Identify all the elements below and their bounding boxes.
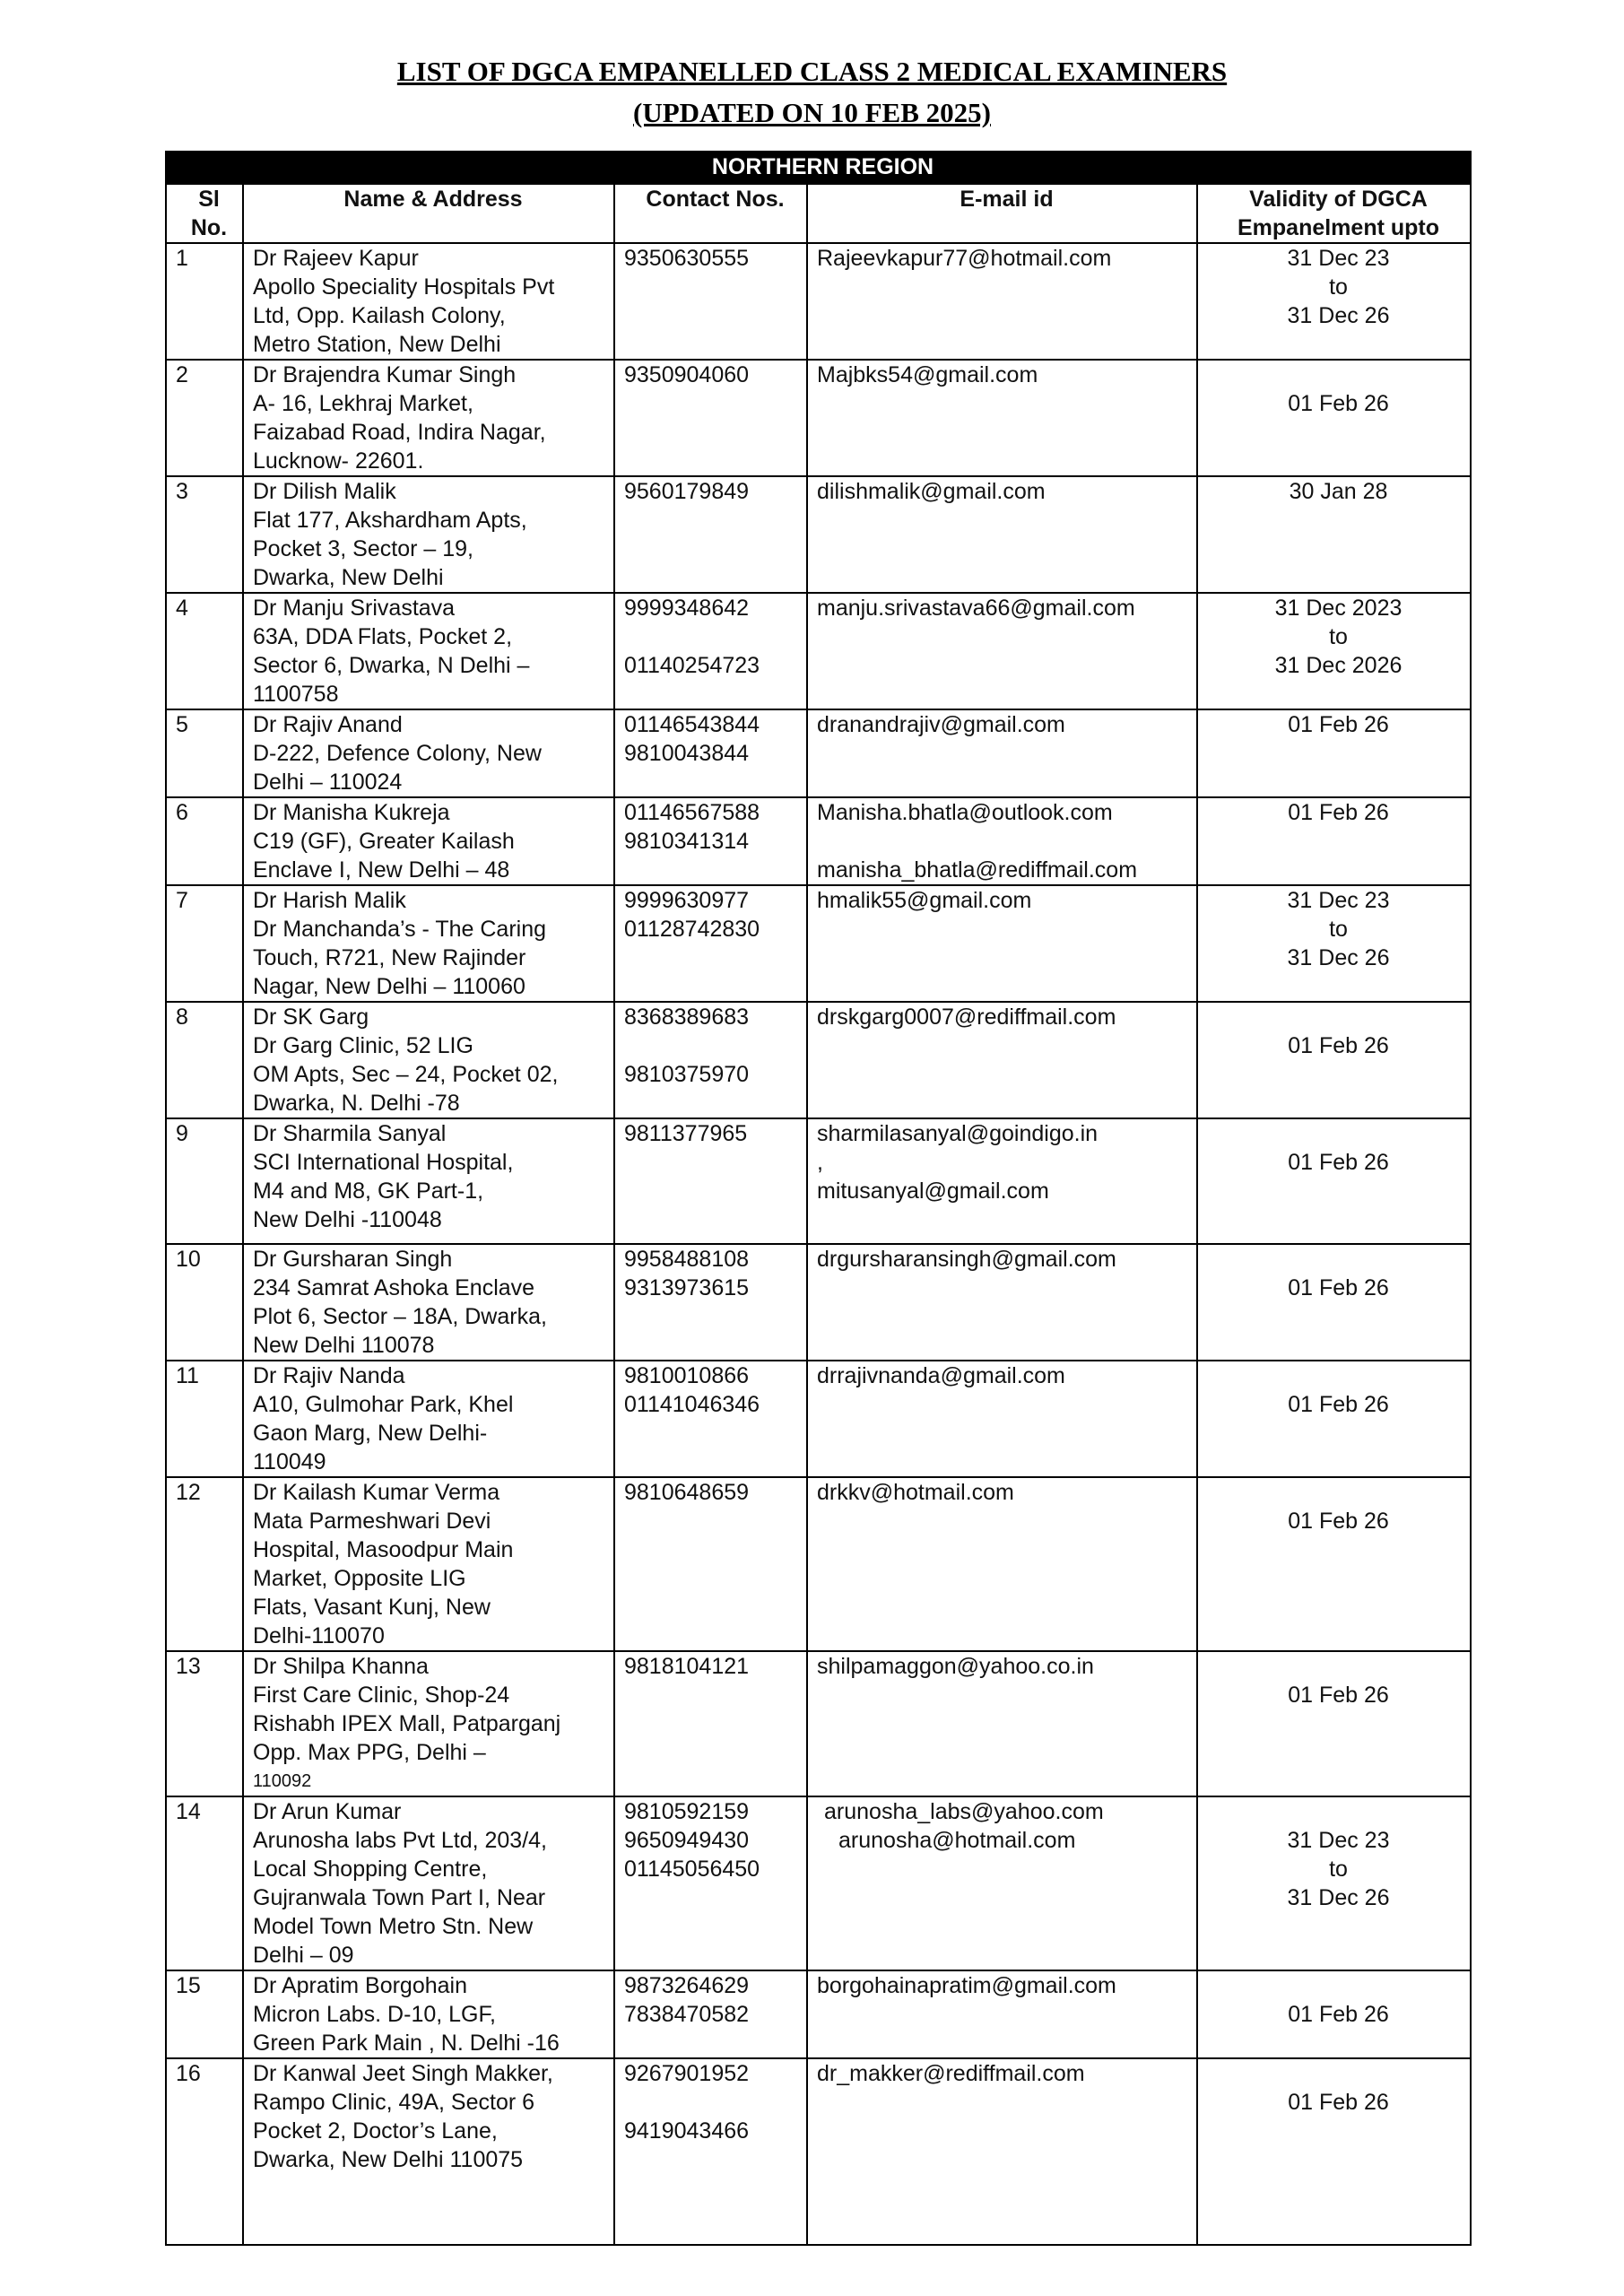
row-number: 13 <box>166 1651 243 1796</box>
contact-numbers: 01146543844 9810043844 <box>614 709 807 797</box>
contact-numbers: 9560179849 <box>614 476 807 593</box>
table-row <box>166 360 1471 476</box>
contact-numbers: 9999630977 01128742830 <box>614 885 807 1002</box>
email-ids: drrajivnanda@gmail.com <box>807 1361 1197 1477</box>
table-row <box>166 1244 1471 1361</box>
validity: 01 Feb 26 <box>1197 360 1471 476</box>
name-address: Dr Kailash Kumar Verma Mata Parmeshwari Devi Hospital, Masoodpur Main Market, Opposite LIG Flats, Vasant Kunj, New Delhi-110070 <box>243 1477 614 1651</box>
table-row <box>166 885 1471 1002</box>
row-number: 14 <box>166 1796 243 1970</box>
row-number: 15 <box>166 1970 243 2058</box>
validity: 30 Jan 28 <box>1197 476 1471 593</box>
row-number: 2 <box>166 360 243 476</box>
table-row <box>166 1796 1471 1970</box>
contact-numbers: 9350630555 <box>614 243 807 360</box>
email-ids: dr_makker@rediffmail.com <box>807 2058 1197 2245</box>
contact-numbers: 9810010866 01141046346 <box>614 1361 807 1477</box>
validity: 31 Dec 23 to 31 Dec 26 <box>1197 1796 1471 1970</box>
table-row <box>166 593 1471 709</box>
email-ids: borgohainapratim@gmail.com <box>807 1970 1197 2058</box>
name-address: Dr Apratim Borgohain Micron Labs. D-10, LGF, Green Park Main , N. Delhi -16 <box>243 1970 614 2058</box>
table-row <box>166 1970 1471 2058</box>
table-row <box>166 1361 1471 1477</box>
document-subtitle: (UPDATED ON 10 FEB 2025) <box>633 97 991 128</box>
table-row <box>166 797 1471 885</box>
column-header-sl: Sl No. <box>166 184 243 243</box>
table-row <box>166 1651 1471 1796</box>
table-row <box>166 243 1471 360</box>
validity: 01 Feb 26 <box>1197 1477 1471 1651</box>
name-address: Dr Dilish Malik Flat 177, Akshardham Apts, Pocket 3, Sector – 19, Dwarka, New Delhi <box>243 476 614 593</box>
email-ids: Manisha.bhatla@outlook.com manisha_bhatla@rediffmail.com <box>807 797 1197 885</box>
column-header-email: E-mail id <box>807 184 1197 243</box>
row-number: 12 <box>166 1477 243 1651</box>
email-ids: Majbks54@gmail.com <box>807 360 1197 476</box>
email-ids: sharmilasanyal@goindigo.in , mitusanyal@gmail.com <box>807 1118 1197 1244</box>
table-row <box>166 1002 1471 1118</box>
contact-numbers: 9267901952 9419043466 <box>614 2058 807 2245</box>
row-number: 1 <box>166 243 243 360</box>
email-ids: arunosha_labs@yahoo.com arunosha@hotmail.com <box>807 1796 1197 1970</box>
table-row <box>166 1477 1471 1651</box>
email-ids: drgursharansingh@gmail.com <box>807 1244 1197 1361</box>
validity: 01 Feb 26 <box>1197 709 1471 797</box>
row-number: 6 <box>166 797 243 885</box>
email-ids: shilpamaggon@yahoo.co.in <box>807 1651 1197 1796</box>
row-number: 11 <box>166 1361 243 1477</box>
validity: 01 Feb 26 <box>1197 1651 1471 1796</box>
validity: 01 Feb 26 <box>1197 1118 1471 1244</box>
table-row <box>166 1118 1471 1244</box>
validity: 01 Feb 26 <box>1197 1361 1471 1477</box>
name-address: Dr Kanwal Jeet Singh Makker, Rampo Clinic, 49A, Sector 6 Pocket 2, Doctor’s Lane, Dwarka, New Delhi 110075 <box>243 2058 614 2245</box>
email-ids: Rajeevkapur77@hotmail.com <box>807 243 1197 360</box>
examiners-table <box>165 151 1472 2246</box>
contact-numbers: 8368389683 9810375970 <box>614 1002 807 1118</box>
email-ids: manju.srivastava66@gmail.com <box>807 593 1197 709</box>
name-address: Dr Rajeev Kapur Apollo Speciality Hospitals Pvt Ltd, Opp. Kailash Colony, Metro Station, New Delhi <box>243 243 614 360</box>
validity: 31 Dec 23 to 31 Dec 26 <box>1197 885 1471 1002</box>
contact-numbers: 9810592159 9650949430 01145056450 <box>614 1796 807 1970</box>
name-address: Dr Shilpa Khanna First Care Clinic, Shop-24 Rishabh IPEX Mall, Patparganj Opp. Max PPG, Delhi – 110092 <box>243 1651 614 1796</box>
row-number: 16 <box>166 2058 243 2245</box>
name-address: Dr Rajiv Nanda A10, Gulmohar Park, Khel Gaon Marg, New Delhi- 110049 <box>243 1361 614 1477</box>
validity: 01 Feb 26 <box>1197 1002 1471 1118</box>
name-address: Dr Harish Malik Dr Manchanda’s - The Caring Touch, R721, New Rajinder Nagar, New Delhi – 110060 <box>243 885 614 1002</box>
validity: 01 Feb 26 <box>1197 1244 1471 1361</box>
row-number: 5 <box>166 709 243 797</box>
name-address: Dr Rajiv Anand D-222, Defence Colony, New Delhi – 110024 <box>243 709 614 797</box>
email-ids: dilishmalik@gmail.com <box>807 476 1197 593</box>
name-address: Dr SK Garg Dr Garg Clinic, 52 LIG OM Apts, Sec – 24, Pocket 02, Dwarka, N. Delhi -78 <box>243 1002 614 1118</box>
contact-numbers: 9818104121 <box>614 1651 807 1796</box>
row-number: 10 <box>166 1244 243 1361</box>
contact-numbers: 9999348642 01140254723 <box>614 593 807 709</box>
validity: 31 Dec 2023 to 31 Dec 2026 <box>1197 593 1471 709</box>
row-number: 9 <box>166 1118 243 1244</box>
contact-numbers: 01146567588 9810341314 <box>614 797 807 885</box>
name-address: Dr Arun Kumar Arunosha labs Pvt Ltd, 203/4, Local Shopping Centre, Gujranwala Town Part I, Near Model Town Metro Stn. New Delhi – 09 <box>243 1796 614 1970</box>
name-address: Dr Manisha Kukreja C19 (GF), Greater Kailash Enclave I, New Delhi – 48 <box>243 797 614 885</box>
validity: 01 Feb 26 <box>1197 797 1471 885</box>
row-number: 7 <box>166 885 243 1002</box>
name-address: Dr Sharmila Sanyal SCI International Hospital, M4 and M8, GK Part-1, New Delhi -110048 <box>243 1118 614 1244</box>
email-ids: drskgarg0007@rediffmail.com <box>807 1002 1197 1118</box>
row-number: 4 <box>166 593 243 709</box>
name-address: Dr Gursharan Singh 234 Samrat Ashoka Enclave Plot 6, Sector – 18A, Dwarka, New Delhi 110078 <box>243 1244 614 1361</box>
contact-numbers: 9810648659 <box>614 1477 807 1651</box>
email-ids: dranandrajiv@gmail.com <box>807 709 1197 797</box>
validity: 01 Feb 26 <box>1197 2058 1471 2245</box>
table-row <box>166 709 1471 797</box>
row-number: 3 <box>166 476 243 593</box>
region-header: NORTHERN REGION <box>166 152 1471 184</box>
row-number: 8 <box>166 1002 243 1118</box>
email-ids: drkkv@hotmail.com <box>807 1477 1197 1651</box>
name-address: Dr Brajendra Kumar Singh A- 16, Lekhraj Market, Faizabad Road, Indira Nagar, Lucknow- 22601. <box>243 360 614 476</box>
contact-numbers: 9811377965 <box>614 1118 807 1244</box>
contact-numbers: 9350904060 <box>614 360 807 476</box>
column-header-name: Name & Address <box>243 184 614 243</box>
contact-numbers: 9958488108 9313973615 <box>614 1244 807 1361</box>
contact-numbers: 9873264629 7838470582 <box>614 1970 807 2058</box>
name-address: Dr Manju Srivastava 63A, DDA Flats, Pocket 2, Sector 6, Dwarka, N Delhi – 1100758 <box>243 593 614 709</box>
email-ids: hmalik55@gmail.com <box>807 885 1197 1002</box>
table-row <box>166 2058 1471 2245</box>
table-row <box>166 476 1471 593</box>
column-header-validity: Validity of DGCA Empanelment upto <box>1197 184 1471 243</box>
validity: 31 Dec 23 to 31 Dec 26 <box>1197 243 1471 360</box>
column-header-contact: Contact Nos. <box>614 184 807 243</box>
validity: 01 Feb 26 <box>1197 1970 1471 2058</box>
document-title: LIST OF DGCA EMPANELLED CLASS 2 MEDICAL EXAMINERS <box>396 56 1228 87</box>
